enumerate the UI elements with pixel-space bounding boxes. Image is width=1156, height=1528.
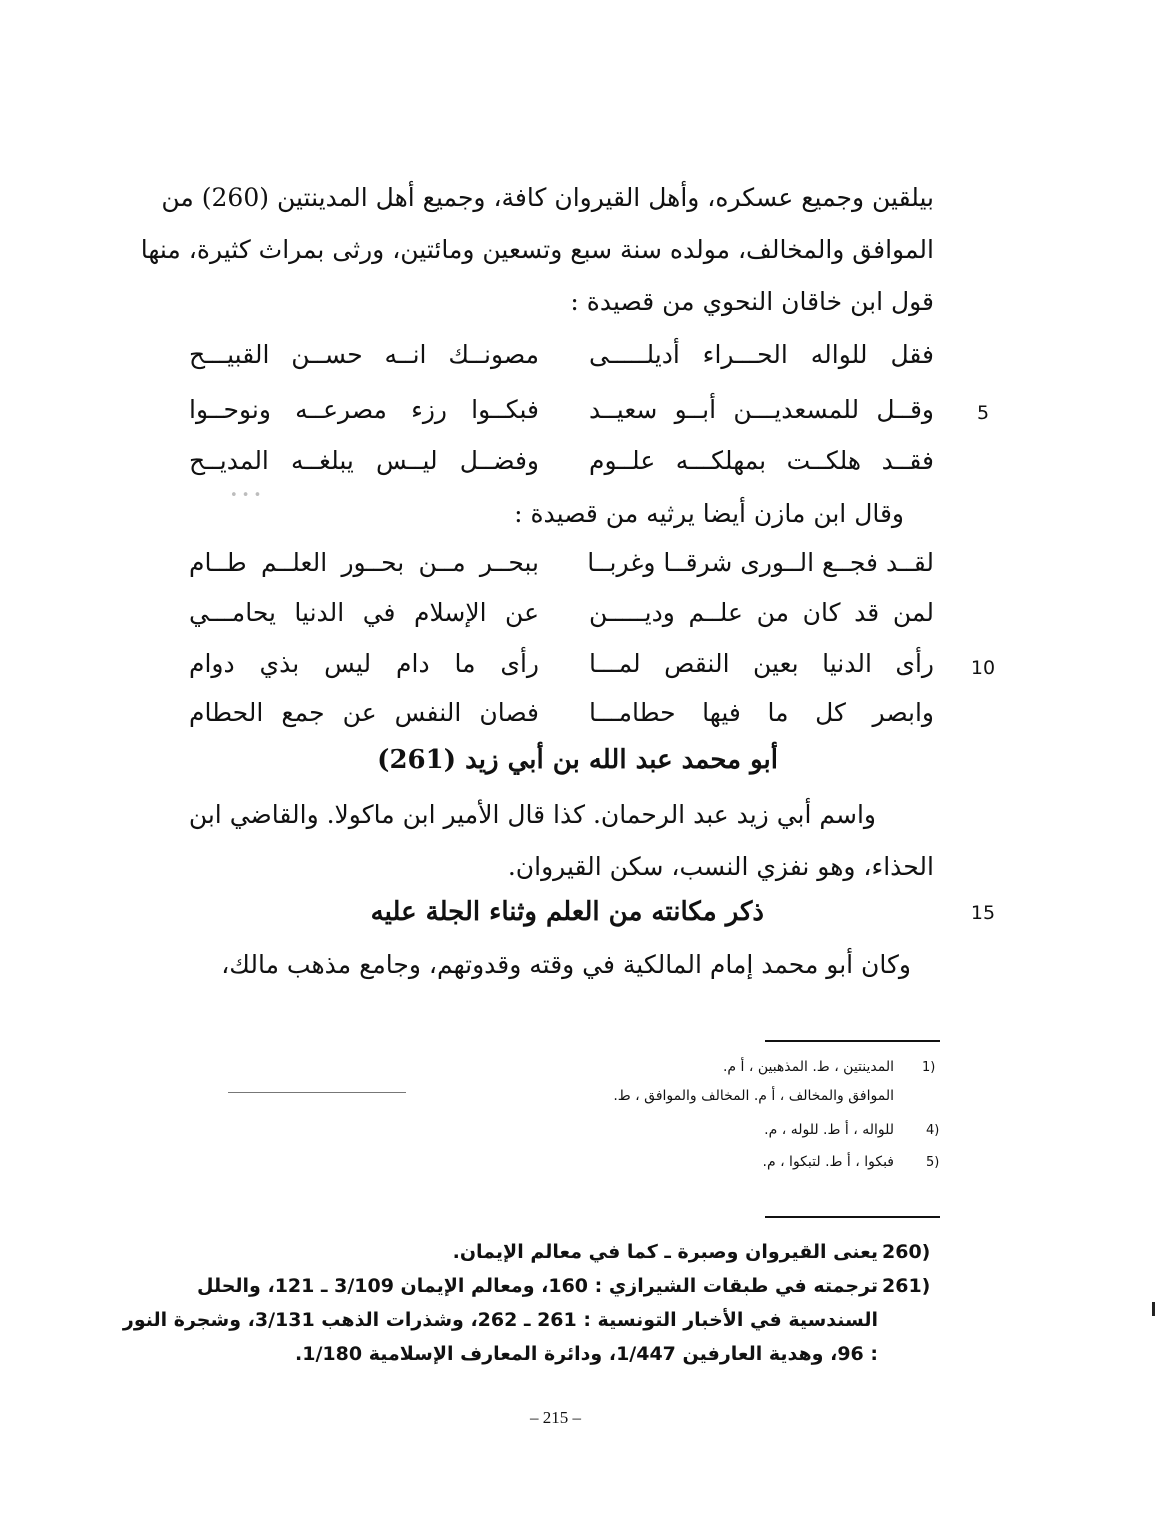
body3-line-1: وكان أبو محمد إمام المالكية في وقته وقدوتهم، وجامع مذهب مالك، [221, 950, 911, 979]
poem2-verse-2-first-hemistich: لمن قد كان من علــم وديـــــن [589, 598, 934, 627]
body2-line-1: واسم أبي زيد عبد الرحمان. كذا قال الأمير ابن ماكولا. والقاضي ابن [188, 800, 876, 829]
body-line-2: الموافق والمخالف، مولده سنة سبع وتسعين ومائتين، ورثى بمراث كثيرة، منها [140, 235, 934, 264]
body-line-1: بيلقين وجميع عسكره، وأهل القيروان كافة، وجميع أهل المدينتين (260) من [161, 183, 934, 212]
page-number: – 215 – [530, 1408, 581, 1427]
footnote-1-text: المدينتين ، ط. المذهبين ، أ م. [722, 1059, 894, 1075]
footnote-4-text: للواله ، أ ط. للوله ، م. [764, 1122, 894, 1138]
poem1-verse-3-first-hemistich: فقــد هلكــت بمهلكـــه علــوم [589, 446, 934, 475]
line-number-5: 5 [976, 402, 990, 424]
endnote-261-line-2: السندسية في الأخبار التونسية : 261 ـ 262، وشذرات الذهب 3/131، وشجرة النور [122, 1309, 878, 1331]
bleed-through-mark: • • • [230, 488, 262, 503]
poem2-verse-1-second-hemistich: ببحــر مــن بحــور العلــم طــام [189, 548, 539, 577]
poem1-verse-1-second-hemistich: مصونــك انــه حســن القبيـــح [189, 340, 539, 369]
poem2-verse-4 [189, 696, 934, 730]
footnote-5-text: فبكوا ، أ ط. لتبكوا ، م. [762, 1154, 894, 1170]
endnote-261-line-3: : 96، وهدية العارفين 1/447، ودائرة المعارف الإسلامية 1/180. [295, 1343, 878, 1365]
poem2-verse-1 [189, 546, 934, 580]
body-line-3: قول ابن خاقان النحوي من قصيدة : [570, 287, 934, 316]
line-number-15: 15 [970, 902, 996, 924]
poem1-verse-1-first-hemistich: فقل للواله الحـــراء أديلـــــى [589, 340, 934, 369]
poem2-verse-4-first-hemistich: وابصر كل ما فيها حطامـــا [589, 698, 934, 727]
poem1-verse-3 [189, 444, 934, 478]
body2-line-2: الحذاء، وهو نفزي النسب، سكن القيروان. [507, 852, 934, 881]
endnote-separator [765, 1216, 940, 1218]
poem1-verse-1 [189, 338, 934, 372]
endnote-260-text: يعنى القيروان وصبرة ـ كما في معالم الإيمان. [452, 1241, 878, 1263]
poem1-verse-3-second-hemistich: وفضــل ليــس يبلغــه المديــح [189, 446, 539, 475]
section-heading-biography: أبو محمد عبد الله بن أبي زيد (261) [377, 745, 778, 775]
poem1-verse-2-first-hemistich: وقــل للمسعديـــن أبــو سعيــد [589, 395, 934, 424]
poem2-verse-2-second-hemistich: عن الإسلام في الدنيا يحامـــي [189, 598, 539, 627]
footnote-1-number: 1) [922, 1060, 936, 1075]
left-column-separator [228, 1092, 406, 1093]
scan-edge-mark [1152, 1302, 1155, 1316]
poem1-verse-2 [189, 393, 934, 427]
footnote-1-continuation: الموافق والمخالف ، أ م. المخالف والموافق ، ط. [613, 1088, 894, 1104]
endnote-260-number: 260) [882, 1241, 931, 1263]
footnote-separator [765, 1040, 940, 1042]
poem1-verse-2-second-hemistich: فبكــوا رزء مصرعــه ونوحــوا [189, 395, 539, 424]
footnote-4-number: 4) [926, 1123, 940, 1138]
line-number-10: 10 [970, 657, 996, 679]
poem2-verse-4-second-hemistich: فصان النفس عن جمع الحطام [189, 698, 539, 727]
poem2-verse-3-second-hemistich: رأى ما دام ليس بذي دوام [189, 649, 539, 678]
footnote-5-number: 5) [926, 1155, 940, 1170]
endnote-261-number: 261) [882, 1275, 931, 1297]
poem2-verse-3 [189, 647, 934, 681]
poem2-verse-2 [189, 596, 934, 630]
poem2-verse-1-first-hemistich: لقــد فجــع الــورى شرقــا وغربــا [587, 548, 934, 577]
endnote-261-text: ترجمته في طبقات الشيرازي : 160، ومعالم الإيمان 3/109 ـ 121، والحلل [196, 1275, 878, 1297]
poem2-verse-3-first-hemistich: رأى الدنيا بعين النقص لمـــا [589, 649, 934, 678]
poem2-intro: وقال ابن مازن أيضا يرثيه من قصيدة : [514, 499, 904, 528]
section-heading-scholarly-standing: ذكر مكانته من العلم وثناء الجلة عليه [370, 897, 764, 927]
